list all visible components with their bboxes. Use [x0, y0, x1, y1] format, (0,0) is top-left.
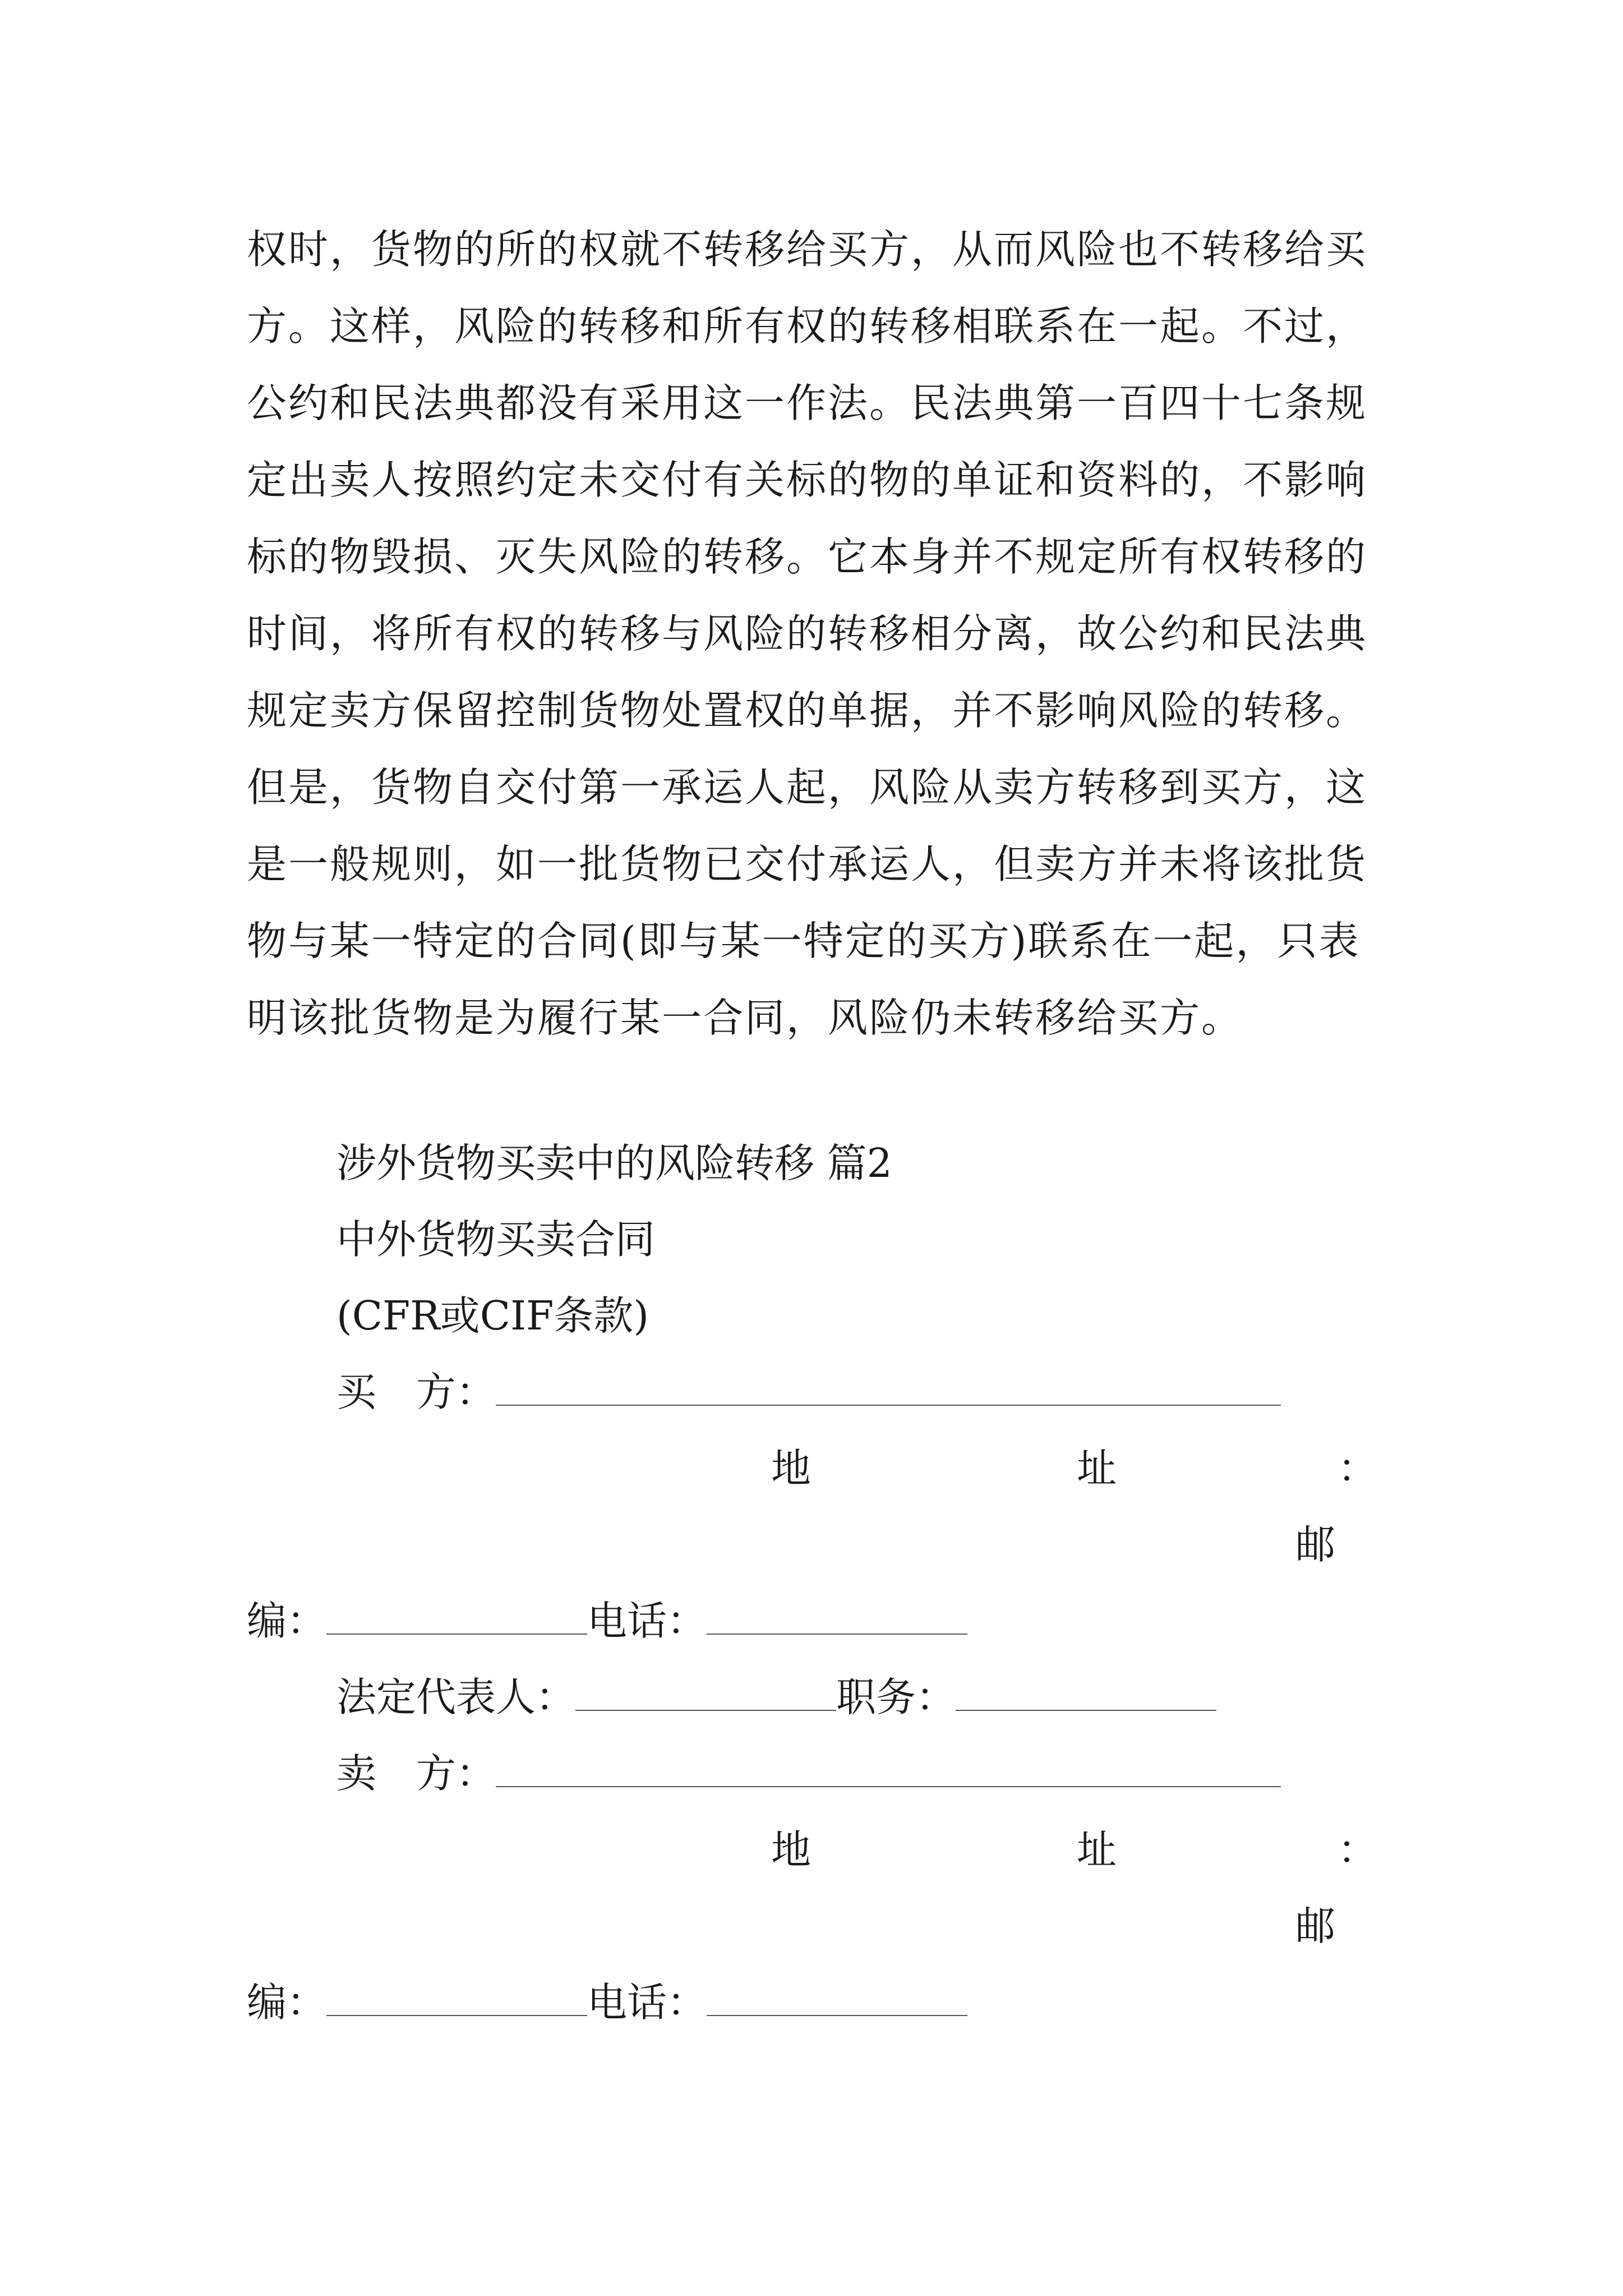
- seller-postcode-char1: 邮: [1295, 1903, 1336, 1949]
- seller-postcode-label: 编：: [247, 1979, 327, 2026]
- buyer-phone-label: 电话：: [587, 1598, 707, 1644]
- seller-name-blank[interactable]: [496, 1755, 1281, 1787]
- buyer-row: [336, 1364, 1281, 1420]
- seller-row: [336, 1746, 1281, 1802]
- legal-rep-row: [336, 1669, 1216, 1726]
- buyer-postcode-row: [247, 1593, 967, 1649]
- seller-address-char2: 址: [1077, 1826, 1117, 1873]
- position-label: 职务：: [836, 1674, 956, 1720]
- seller-address-char1: 地: [771, 1826, 811, 1873]
- seller-postcode-blank[interactable]: [326, 1984, 587, 2016]
- buyer-name-blank[interactable]: [496, 1373, 1281, 1406]
- seller-postcode-row: [247, 1975, 967, 2031]
- seller-phone-label: 电话：: [587, 1979, 707, 2026]
- buyer-postcode-label: 编：: [247, 1598, 327, 1644]
- seller-phone-blank[interactable]: [707, 1984, 967, 2016]
- buyer-address-colon: ：: [1338, 1445, 1378, 1492]
- buyer-postcode-char1: 邮: [1295, 1521, 1336, 1568]
- buyer-label: 买 方：: [336, 1369, 496, 1415]
- seller-address-colon: ：: [1338, 1826, 1378, 1873]
- buyer-address-char1: 地: [771, 1445, 811, 1492]
- buyer-phone-blank[interactable]: [707, 1602, 967, 1635]
- seller-label: 卖 方：: [336, 1750, 496, 1797]
- contract-title: 中外货物买卖合同: [336, 1216, 656, 1263]
- legal-rep-blank[interactable]: [575, 1678, 836, 1711]
- section-title: 涉外货物买卖中的风险转移 篇2: [336, 1140, 892, 1186]
- position-blank[interactable]: [956, 1678, 1216, 1711]
- contract-subtitle: (CFR或CIF条款): [336, 1292, 649, 1339]
- buyer-address-char2: 址: [1077, 1445, 1117, 1492]
- buyer-postcode-blank[interactable]: [326, 1602, 587, 1635]
- main-paragraph: 权时，货物的所的权就不转移给买方，从而风险也不转移给买方。这样，风险的转移和所有权的转移相联系在一起。不过，公约和民法典都没有采用这一作法。民法典第一百四十七条规定出卖人按照约定未交付有关标的物的单证和资料的，不影响标的物毁损、灭失风险的转移。它本身并不规定所有权转移的时间，将所有权的转移与风险的转移相分离，故公约和民法典规定卖方保留控制货物处置权的单据，并不影响风险的转移。但是，货物自交付第一承运人起，风险从卖方转移到买方，这是一般规则，如一批货物已交付承运人，但卖方并未将该批货物与某一特定的合同(即与某一特定的买方)联系在一起，只表明该批货物是为履行某一合同，风险仍未转移给买方。: [247, 226, 1368, 1041]
- legal-rep-label: 法定代表人：: [336, 1674, 576, 1720]
